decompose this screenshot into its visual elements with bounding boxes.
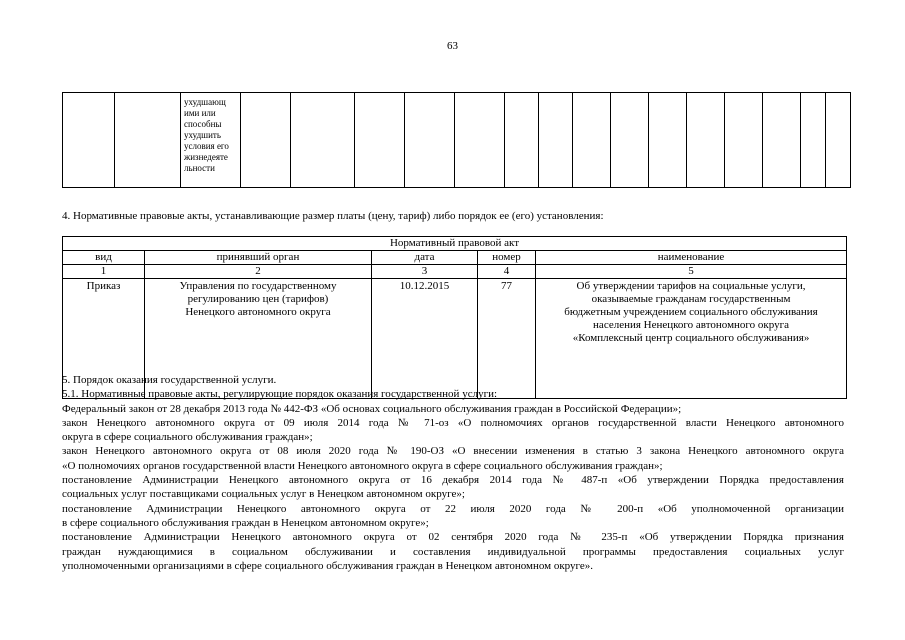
table-row: [63, 237, 847, 251]
cell-text-line: ухудшающ: [184, 97, 226, 107]
cell-text-line: Об утверждении тарифов на социальные услуги,: [576, 280, 806, 292]
table-cell: [355, 93, 405, 188]
table-cell: [291, 93, 355, 188]
legal-act-line: «О полномочиях органов государственной власти Ненецкого автономного округа в сфере социального обслуживания граждан»;: [62, 459, 663, 472]
column-number: 3: [372, 265, 478, 279]
column-number: 2: [145, 265, 372, 279]
column-number: 4: [478, 265, 536, 279]
act-number-cell: 77: [478, 279, 536, 399]
column-header: дата: [372, 251, 478, 265]
cell-text-line: жизнедеяте: [184, 152, 228, 162]
column-header: номер: [478, 251, 536, 265]
page-number: 63: [447, 40, 458, 52]
cell-text-line: льности: [184, 163, 215, 173]
continuation-table: [62, 92, 851, 188]
table-cell: [611, 93, 649, 188]
cell-text-line: Ненецкого автономного округа: [185, 306, 331, 318]
table-cell: [725, 93, 763, 188]
legal-act-line: постановление Администрации Ненецкого автономного округа от 16 декабря 2014 года № 487-п «Об утверждении Порядка предоставления: [62, 474, 844, 487]
column-header: наименование: [536, 251, 847, 265]
legal-act-line: в сфере социального обслуживания граждан в Ненецком автономном округе»;: [62, 516, 429, 529]
column-number: 1: [63, 265, 145, 279]
table-cell: [115, 93, 181, 188]
cell-text-line: Управления по государственному: [179, 280, 337, 292]
column-number: 5: [536, 265, 847, 279]
cell-text-line: способны: [184, 119, 222, 129]
table-row: [63, 251, 847, 265]
table-cell: [505, 93, 539, 188]
legal-act-line: социальных услуг поставщиками социальных услуг в Ненецком автономном округе»;: [62, 488, 465, 501]
table-cell: [649, 93, 687, 188]
section4-heading: 4. Нормативные правовые акты, устанавливающие размер платы (цену, тариф) либо порядок ее (его) установления:: [62, 210, 604, 222]
legal-act-line: закон Ненецкого автономного округа от 09 июля 2014 года № 71-оз «О полномочиях органов государственной власти Ненецкого автономного: [62, 416, 844, 429]
cell-text-line: ими или: [184, 108, 216, 118]
cell-text-line: населения Ненецкого автономного округа: [593, 319, 789, 331]
legal-act-line: постановление Администрации Ненецкого автономного округа от 02 сентября 2020 года № 235-п «Об утверждении Порядка признания: [62, 531, 844, 544]
cell-text-line: условия его: [184, 141, 229, 151]
legal-act-line: закон Ненецкого автономного округа от 08 июля 2020 года № 190-ОЗ «О внесении изменения в статью 3 закона Ненецкого автономного округа: [62, 445, 844, 458]
table-cell: [687, 93, 725, 188]
legal-act-line: постановление Администрации Ненецкого автономного округа от 22 июля 2020 года № 200-п «Об уполномоченной организации: [62, 502, 844, 515]
table-cell: [801, 93, 826, 188]
legal-act-line: Федеральный закон от 28 декабря 2013 года № 442-ФЗ «Об основах социального обслуживания граждан в Российской Федерации»;: [62, 402, 682, 415]
legal-act-line: округа в сфере социального обслуживания граждан»;: [62, 431, 313, 444]
table-cell: [405, 93, 455, 188]
column-header: вид: [63, 251, 145, 265]
legal-act-line: граждан нуждающимися в социальном обслуживании и составления индивидуальной программы предоставления социальных услуг: [62, 545, 844, 558]
table-row: [63, 93, 851, 188]
act-type-cell: Приказ: [63, 279, 145, 399]
cell-text-line: ухудшить: [184, 130, 221, 140]
cell-text-line: оказываемые гражданам государственным: [591, 293, 791, 305]
table-cell: [63, 93, 115, 188]
table-cell: [539, 93, 573, 188]
table-cell: [241, 93, 291, 188]
column-header: принявший орган: [145, 251, 372, 265]
table-cell-condition: [181, 93, 241, 188]
table-row: [63, 265, 847, 279]
cell-text-line: «Комплексный центр социального обслуживания»: [572, 332, 810, 344]
table-cell: [763, 93, 801, 188]
table-cell: [455, 93, 505, 188]
legal-act-line: уполномоченными организациями в сфере социального обслуживания граждан в Ненецком автономном округе».: [62, 559, 594, 572]
table-cell: [826, 93, 851, 188]
cell-text-line: регулированию цен (тарифов): [187, 293, 329, 305]
cell-text-line: бюджетным учреждением социального обслуживания: [564, 306, 818, 318]
section5: [62, 373, 844, 573]
table-cell: [573, 93, 611, 188]
section5-subheading: 5.1. Нормативные правовые акты, регулирующие порядок оказания государственной услуги:: [62, 388, 498, 401]
group-header: Нормативный правовой акт: [63, 237, 847, 251]
act-date-cell: 10.12.2015: [372, 279, 478, 399]
section5-heading: 5. Порядок оказания государственной услуги.: [62, 374, 277, 386]
